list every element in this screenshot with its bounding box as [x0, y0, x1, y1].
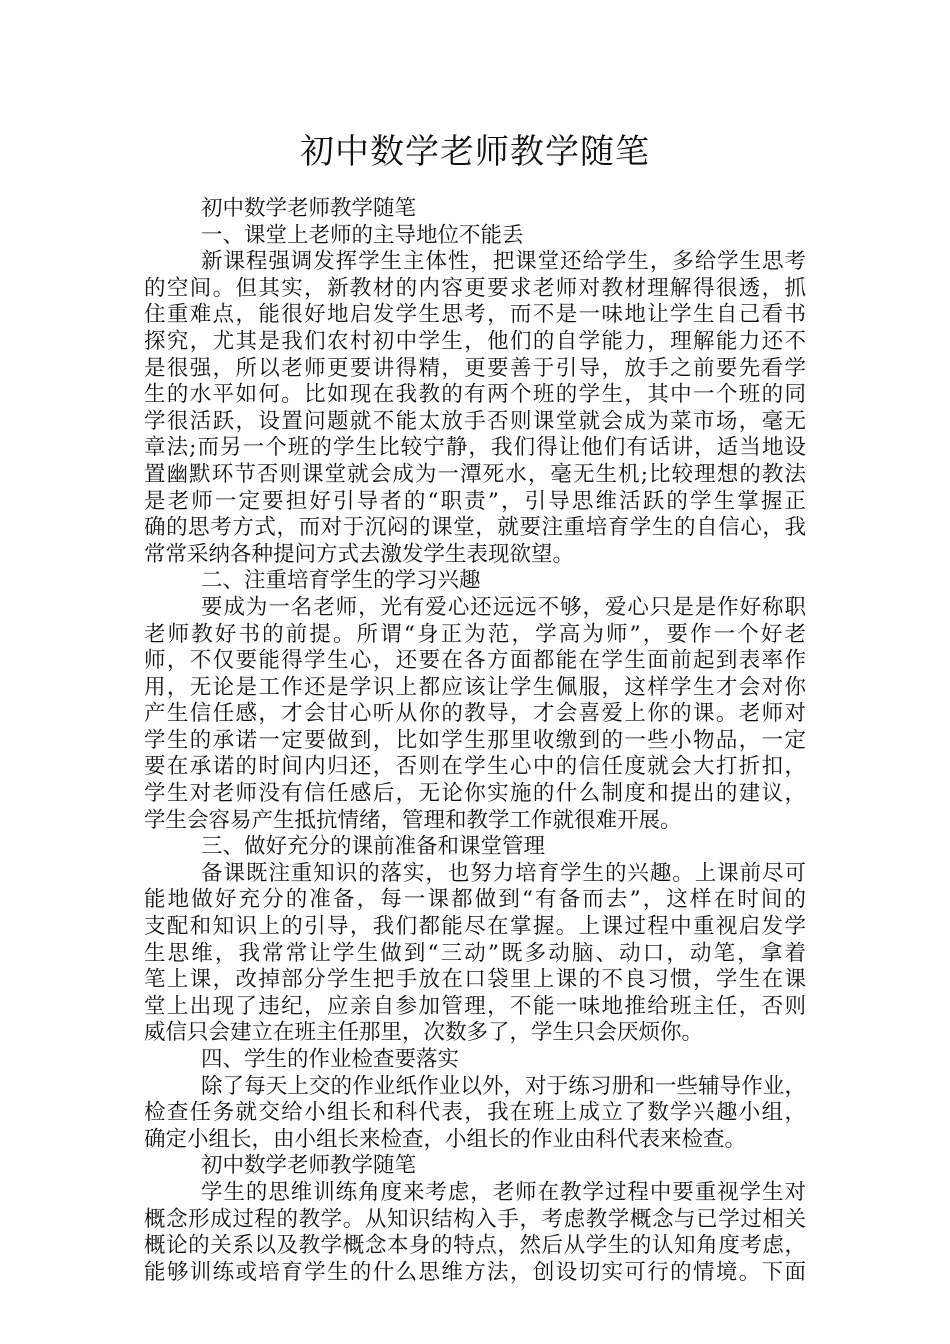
- text-line: 概论的关系以及教学概念本身的特点，然后从学生的认知角度考虑，: [144, 1233, 806, 1259]
- text-line: 章法;而另一个班的学生比较宁静，我们得让他们有话讲，适当地设: [144, 435, 806, 461]
- text-line: 概念形成过程的教学。从知识结构入手，考虑教学概念与已学过相关: [144, 1206, 806, 1232]
- text-line: 学生的思维训练角度来考虑，老师在教学过程中要重视学生对: [201, 1179, 806, 1205]
- text-line: 检查任务就交给小组长和科代表，我在班上成立了数学兴趣小组，: [144, 1100, 806, 1126]
- text-line: 确定小组长，由小组长来检查，小组长的作业由科代表来检查。: [144, 1126, 747, 1152]
- text-line: 堂上出现了违纪，应亲自参加管理，不能一味地推给班主任，否则: [144, 993, 806, 1019]
- text-line: 的空间。但其实，新教材的内容更要求老师对教材理解得很透，抓: [144, 275, 806, 301]
- text-line: 置幽默环节否则课堂就会成为一潭死水，毫无生机;比较理想的教法: [144, 461, 806, 487]
- text-line: 三、做好充分的课前准备和课堂管理: [201, 834, 546, 860]
- text-line: 住重难点，能很好地启发学生思考，而不是一味地让学生自己看书: [144, 302, 806, 328]
- text-line: 要成为一名老师，光有爱心还远远不够，爱心只是是作好称职: [201, 594, 806, 620]
- text-line: 确的思考方式，而对于沉闷的课堂，就要注重培育学生的自信心，我: [144, 515, 806, 541]
- text-line: 初中数学老师教学随笔: [201, 196, 417, 221]
- document-body: [144, 196, 806, 1286]
- text-line: 初中数学老师教学随笔: [201, 1153, 417, 1179]
- text-line: 老师教好书的前提。所谓“身正为范，学高为师”，要作一个好老: [144, 621, 806, 647]
- text-line: 笔上课，改掉部分学生把手放在口袋里上课的不良习惯，学生在课: [144, 967, 806, 993]
- text-line: 二、注重培育学生的学习兴趣: [201, 568, 481, 594]
- text-line: 支配和知识上的引导，我们都能尽在掌握。上课过程中重视启发学: [144, 914, 806, 940]
- document-title: 初中数学老师教学随笔: [300, 132, 650, 172]
- text-line: 一、课堂上老师的主导地位不能丢: [201, 222, 524, 248]
- text-line: 学生会容易产生抵抗情绪，管理和教学工作就很难开展。: [144, 807, 682, 833]
- text-line: 要在承诺的时间内归还，否则在学生心中的信任度就会大打折扣，: [144, 754, 806, 780]
- text-line: 学生对老师没有信任感后，无论你实施的什么制度和提出的建议，: [144, 781, 806, 807]
- text-line: 用，无论是工作还是学识上都应该让学生佩服，这样学生才会对你: [144, 674, 806, 700]
- text-line: 学很活跃，设置问题就不能太放手否则课堂就会成为菜市场，毫无: [144, 408, 806, 434]
- text-line: 探究，尤其是我们农村初中学生，他们的自学能力，理解能力还不: [144, 328, 806, 354]
- text-line: 备课既注重知识的落实，也努力培育学生的兴趣。上课前尽可: [201, 860, 806, 886]
- text-line: 学生的承诺一定要做到，比如学生那里收缴到的一些小物品，一定: [144, 727, 806, 753]
- text-line: 生的水平如何。比如现在我教的有两个班的学生，其中一个班的同: [144, 382, 806, 408]
- text-line: 威信只会建立在班主任那里，次数多了，学生只会厌烦你。: [144, 1020, 704, 1046]
- document-page: [144, 0, 806, 1286]
- text-line: 产生信任感，才会甘心听从你的教导，才会喜爱上你的课。老师对: [144, 701, 806, 727]
- text-line: 是很强，所以老师更要讲得精，更要善于引导，放手之前要先看学: [144, 355, 806, 381]
- text-line: 能地做好充分的准备，每一课都做到“有备而去”，这样在时间的: [144, 887, 806, 913]
- text-line: 师，不仅要能得学生心，还要在各方面都能在学生面前起到表率作: [144, 648, 806, 674]
- text-line: 新课程强调发挥学生主体性，把课堂还给学生，多给学生思考: [201, 249, 806, 275]
- text-line: 是老师一定要担好引导者的“职责”，引导思维活跃的学生掌握正: [144, 488, 806, 514]
- text-line: 除了每天上交的作业纸作业以外，对于练习册和一些辅导作业，: [201, 1073, 806, 1099]
- text-line: 能够训练或培育学生的什么思维方法，创设切实可行的情境。下面: [144, 1259, 806, 1285]
- text-line: 四、学生的作业检查要落实: [201, 1047, 460, 1072]
- text-line: 常常采纳各种提问方式去激发学生表现欲望。: [144, 541, 575, 567]
- text-line: 生思维，我常常让学生做到“三动”既多动脑、动口，动笔，拿着: [144, 940, 806, 966]
